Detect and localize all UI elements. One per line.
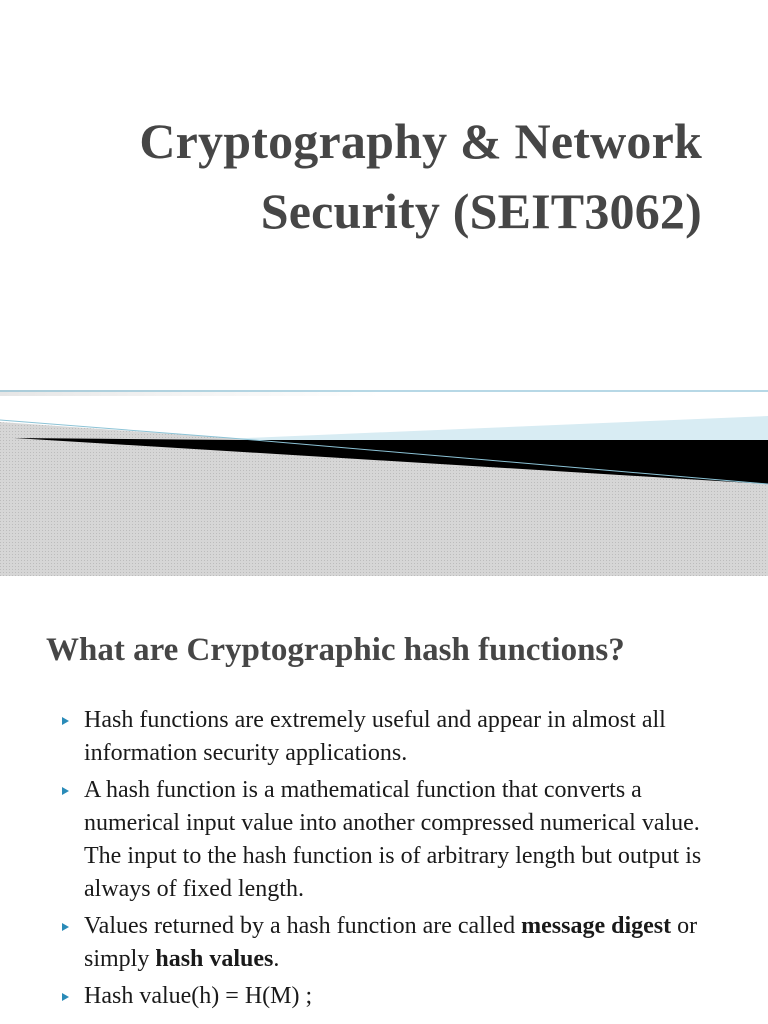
decorative-wave-band [0, 386, 768, 576]
bullet-item [60, 774, 740, 906]
slide-title [2, 106, 702, 246]
slide-title-line-2: Security (SEIT3062) [260, 183, 702, 239]
triangle-bullet-icon [62, 717, 69, 725]
bullet-list [60, 704, 740, 1017]
bullet-text-part: . [273, 946, 280, 972]
bullet-item [60, 980, 740, 1013]
bullet-text-part: or simply [84, 913, 698, 972]
bullet-text: Hash functions are extremely useful and appear in almost all information security applications. [84, 707, 666, 766]
content-slide [0, 578, 768, 1024]
slide-title-line-1: Cryptography & Network [139, 113, 702, 169]
bullet-item [60, 704, 740, 770]
slide-heading: What are Cryptographic hash functions? [46, 632, 625, 668]
bullet-text: Hash value(h) = H(M) ; [84, 983, 313, 1009]
bold-term: hash values [155, 946, 274, 972]
deco-light-blue-band [200, 416, 768, 440]
triangle-bullet-icon [62, 993, 69, 1001]
bullet-text-part: Values returned by a hash function are called [84, 913, 522, 939]
triangle-bullet-icon [62, 923, 69, 931]
triangle-bullet-icon [62, 787, 69, 795]
bold-term: message digest [521, 913, 672, 939]
bullet-item [60, 910, 740, 976]
bullet-text: A hash function is a mathematical function that converts a numerical input value into another compressed numerical value. The input to the hash function is of arbitrary length but output is always of fixed length. [84, 777, 702, 902]
